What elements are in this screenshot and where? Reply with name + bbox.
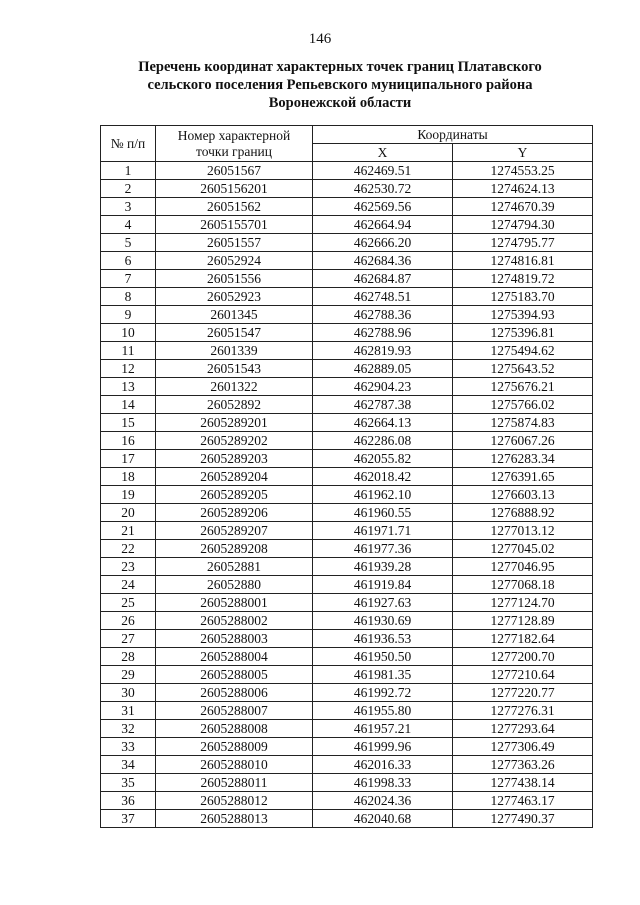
cell-point-id: 2605289208 bbox=[156, 540, 313, 558]
cell-x: 462040.68 bbox=[313, 810, 453, 828]
cell-y: 1276391.65 bbox=[453, 468, 593, 486]
cell-number: 7 bbox=[101, 270, 156, 288]
cell-number: 22 bbox=[101, 540, 156, 558]
cell-number: 1 bbox=[101, 162, 156, 180]
cell-x: 462664.13 bbox=[313, 414, 453, 432]
cell-x: 461962.10 bbox=[313, 486, 453, 504]
cell-point-id: 26052892 bbox=[156, 396, 313, 414]
cell-point-id: 2605289201 bbox=[156, 414, 313, 432]
table-row bbox=[101, 360, 593, 378]
cell-point-id: 2605289205 bbox=[156, 486, 313, 504]
cell-y: 1277293.64 bbox=[453, 720, 593, 738]
table-row bbox=[101, 252, 593, 270]
cell-x: 462684.36 bbox=[313, 252, 453, 270]
cell-y: 1277128.89 bbox=[453, 612, 593, 630]
cell-point-id: 2605288009 bbox=[156, 738, 313, 756]
cell-point-id: 2605156201 bbox=[156, 180, 313, 198]
cell-y: 1274794.30 bbox=[453, 216, 593, 234]
cell-point-id: 2605289202 bbox=[156, 432, 313, 450]
cell-number: 8 bbox=[101, 288, 156, 306]
table-row bbox=[101, 378, 593, 396]
cell-number: 21 bbox=[101, 522, 156, 540]
table-row bbox=[101, 504, 593, 522]
cell-x: 462055.82 bbox=[313, 450, 453, 468]
table-row bbox=[101, 396, 593, 414]
cell-y: 1274795.77 bbox=[453, 234, 593, 252]
cell-y: 1277068.18 bbox=[453, 576, 593, 594]
table-row bbox=[101, 162, 593, 180]
cell-x: 462748.51 bbox=[313, 288, 453, 306]
cell-number: 18 bbox=[101, 468, 156, 486]
cell-y: 1277220.77 bbox=[453, 684, 593, 702]
cell-point-id: 2605288007 bbox=[156, 702, 313, 720]
page-number: 146 bbox=[308, 31, 332, 47]
cell-x: 461939.28 bbox=[313, 558, 453, 576]
table-row bbox=[101, 522, 593, 540]
cell-x: 462684.87 bbox=[313, 270, 453, 288]
cell-number: 12 bbox=[101, 360, 156, 378]
cell-number: 36 bbox=[101, 792, 156, 810]
cell-number: 34 bbox=[101, 756, 156, 774]
title-line: Перечень координат характерных точек границ Платавского bbox=[138, 59, 542, 75]
cell-x: 461971.71 bbox=[313, 522, 453, 540]
table-row bbox=[101, 576, 593, 594]
header-point bbox=[156, 126, 313, 162]
cell-number: 5 bbox=[101, 234, 156, 252]
cell-y: 1275183.70 bbox=[453, 288, 593, 306]
table-row bbox=[101, 450, 593, 468]
cell-x: 461998.33 bbox=[313, 774, 453, 792]
cell-y: 1276067.26 bbox=[453, 432, 593, 450]
cell-y: 1275643.52 bbox=[453, 360, 593, 378]
table-row bbox=[101, 720, 593, 738]
cell-y: 1275394.93 bbox=[453, 306, 593, 324]
cell-point-id: 2605289207 bbox=[156, 522, 313, 540]
cell-x: 461977.36 bbox=[313, 540, 453, 558]
cell-number: 20 bbox=[101, 504, 156, 522]
cell-y: 1277045.02 bbox=[453, 540, 593, 558]
table-row bbox=[101, 414, 593, 432]
cell-number: 24 bbox=[101, 576, 156, 594]
table-row bbox=[101, 306, 593, 324]
table-row bbox=[101, 648, 593, 666]
cell-x: 461960.55 bbox=[313, 504, 453, 522]
cell-y: 1277210.64 bbox=[453, 666, 593, 684]
cell-x: 461999.96 bbox=[313, 738, 453, 756]
table-row bbox=[101, 270, 593, 288]
cell-x: 461955.80 bbox=[313, 702, 453, 720]
cell-point-id: 2605288004 bbox=[156, 648, 313, 666]
coordinates-table bbox=[100, 125, 593, 828]
cell-y: 1277182.64 bbox=[453, 630, 593, 648]
cell-number: 11 bbox=[101, 342, 156, 360]
cell-point-id: 2605289203 bbox=[156, 450, 313, 468]
cell-x: 461981.35 bbox=[313, 666, 453, 684]
cell-point-id: 2605288006 bbox=[156, 684, 313, 702]
cell-number: 23 bbox=[101, 558, 156, 576]
cell-y: 1275874.83 bbox=[453, 414, 593, 432]
cell-y: 1275676.21 bbox=[453, 378, 593, 396]
cell-point-id: 2605289204 bbox=[156, 468, 313, 486]
table-row bbox=[101, 756, 593, 774]
table-row bbox=[101, 234, 593, 252]
cell-y: 1277013.12 bbox=[453, 522, 593, 540]
cell-y: 1277200.70 bbox=[453, 648, 593, 666]
cell-number: 14 bbox=[101, 396, 156, 414]
cell-x: 462666.20 bbox=[313, 234, 453, 252]
table-row bbox=[101, 288, 593, 306]
cell-point-id: 26051557 bbox=[156, 234, 313, 252]
title-line: Воронежской области bbox=[268, 95, 412, 111]
table-row bbox=[101, 558, 593, 576]
cell-point-id: 26051547 bbox=[156, 324, 313, 342]
cell-point-id: 2605155701 bbox=[156, 216, 313, 234]
title-line: сельского поселения Репьевского муниципального района bbox=[147, 77, 533, 93]
cell-y: 1277490.37 bbox=[453, 810, 593, 828]
header-x: X bbox=[313, 144, 453, 162]
table-row bbox=[101, 540, 593, 558]
cell-y: 1274816.81 bbox=[453, 252, 593, 270]
cell-y: 1274819.72 bbox=[453, 270, 593, 288]
cell-number: 6 bbox=[101, 252, 156, 270]
cell-point-id: 26051567 bbox=[156, 162, 313, 180]
cell-x: 462286.08 bbox=[313, 432, 453, 450]
header-point-line: Номер характерной bbox=[177, 127, 291, 143]
cell-x: 462024.36 bbox=[313, 792, 453, 810]
cell-point-id: 2601322 bbox=[156, 378, 313, 396]
cell-y: 1274624.13 bbox=[453, 180, 593, 198]
table-row bbox=[101, 216, 593, 234]
cell-number: 2 bbox=[101, 180, 156, 198]
cell-x: 462469.51 bbox=[313, 162, 453, 180]
cell-x: 462016.33 bbox=[313, 756, 453, 774]
cell-x: 462530.72 bbox=[313, 180, 453, 198]
cell-x: 461919.84 bbox=[313, 576, 453, 594]
cell-number: 29 bbox=[101, 666, 156, 684]
table-body bbox=[101, 162, 593, 828]
cell-x: 462819.93 bbox=[313, 342, 453, 360]
cell-number: 37 bbox=[101, 810, 156, 828]
cell-y: 1277463.17 bbox=[453, 792, 593, 810]
cell-y: 1277124.70 bbox=[453, 594, 593, 612]
cell-point-id: 26051556 bbox=[156, 270, 313, 288]
cell-x: 462569.56 bbox=[313, 198, 453, 216]
cell-point-id: 2605288002 bbox=[156, 612, 313, 630]
cell-y: 1274553.25 bbox=[453, 162, 593, 180]
cell-point-id: 2605289206 bbox=[156, 504, 313, 522]
cell-point-id: 2605288005 bbox=[156, 666, 313, 684]
table-row bbox=[101, 342, 593, 360]
cell-point-id: 2601339 bbox=[156, 342, 313, 360]
cell-number: 33 bbox=[101, 738, 156, 756]
cell-x: 462664.94 bbox=[313, 216, 453, 234]
cell-y: 1275766.02 bbox=[453, 396, 593, 414]
cell-point-id: 2601345 bbox=[156, 306, 313, 324]
cell-number: 13 bbox=[101, 378, 156, 396]
cell-y: 1277363.26 bbox=[453, 756, 593, 774]
cell-y: 1277438.14 bbox=[453, 774, 593, 792]
table-row bbox=[101, 180, 593, 198]
cell-number: 31 bbox=[101, 702, 156, 720]
table-row bbox=[101, 486, 593, 504]
document-title bbox=[100, 58, 580, 112]
cell-x: 461950.50 bbox=[313, 648, 453, 666]
cell-x: 461936.53 bbox=[313, 630, 453, 648]
table-row bbox=[101, 702, 593, 720]
table-row bbox=[101, 468, 593, 486]
cell-y: 1275494.62 bbox=[453, 342, 593, 360]
cell-number: 15 bbox=[101, 414, 156, 432]
cell-x: 461957.21 bbox=[313, 720, 453, 738]
table-row bbox=[101, 684, 593, 702]
cell-number: 10 bbox=[101, 324, 156, 342]
header-number: № п/п bbox=[101, 126, 156, 162]
cell-x: 461992.72 bbox=[313, 684, 453, 702]
header-point-line: точки границ bbox=[195, 143, 273, 159]
cell-number: 17 bbox=[101, 450, 156, 468]
cell-y: 1277276.31 bbox=[453, 702, 593, 720]
header-coordinates: Координаты bbox=[313, 126, 593, 144]
cell-number: 25 bbox=[101, 594, 156, 612]
cell-number: 16 bbox=[101, 432, 156, 450]
header-y: Y bbox=[453, 144, 593, 162]
cell-y: 1277046.95 bbox=[453, 558, 593, 576]
table-row bbox=[101, 630, 593, 648]
cell-y: 1275396.81 bbox=[453, 324, 593, 342]
cell-point-id: 26051543 bbox=[156, 360, 313, 378]
cell-point-id: 2605288008 bbox=[156, 720, 313, 738]
table-row bbox=[101, 810, 593, 828]
cell-point-id: 26052923 bbox=[156, 288, 313, 306]
cell-point-id: 2605288012 bbox=[156, 792, 313, 810]
cell-number: 3 bbox=[101, 198, 156, 216]
cell-number: 4 bbox=[101, 216, 156, 234]
cell-number: 26 bbox=[101, 612, 156, 630]
table-row bbox=[101, 774, 593, 792]
cell-point-id: 2605288003 bbox=[156, 630, 313, 648]
table-row bbox=[101, 594, 593, 612]
cell-y: 1276603.13 bbox=[453, 486, 593, 504]
cell-point-id: 26052881 bbox=[156, 558, 313, 576]
table-row bbox=[101, 738, 593, 756]
cell-x: 461930.69 bbox=[313, 612, 453, 630]
cell-point-id: 26052880 bbox=[156, 576, 313, 594]
cell-number: 27 bbox=[101, 630, 156, 648]
cell-x: 462904.23 bbox=[313, 378, 453, 396]
cell-x: 462788.96 bbox=[313, 324, 453, 342]
cell-y: 1276283.34 bbox=[453, 450, 593, 468]
cell-point-id: 2605288010 bbox=[156, 756, 313, 774]
cell-y: 1276888.92 bbox=[453, 504, 593, 522]
cell-number: 28 bbox=[101, 648, 156, 666]
cell-number: 9 bbox=[101, 306, 156, 324]
cell-number: 35 bbox=[101, 774, 156, 792]
table-row bbox=[101, 666, 593, 684]
table-row bbox=[101, 792, 593, 810]
cell-point-id: 2605288001 bbox=[156, 594, 313, 612]
table-row bbox=[101, 198, 593, 216]
cell-point-id: 2605288013 bbox=[156, 810, 313, 828]
cell-point-id: 2605288011 bbox=[156, 774, 313, 792]
cell-number: 30 bbox=[101, 684, 156, 702]
cell-point-id: 26051562 bbox=[156, 198, 313, 216]
table-row bbox=[101, 432, 593, 450]
cell-y: 1277306.49 bbox=[453, 738, 593, 756]
cell-x: 462018.42 bbox=[313, 468, 453, 486]
cell-x: 462787.38 bbox=[313, 396, 453, 414]
cell-x: 462788.36 bbox=[313, 306, 453, 324]
table-row bbox=[101, 612, 593, 630]
cell-y: 1274670.39 bbox=[453, 198, 593, 216]
cell-number: 19 bbox=[101, 486, 156, 504]
table-row bbox=[101, 324, 593, 342]
cell-point-id: 26052924 bbox=[156, 252, 313, 270]
cell-number: 32 bbox=[101, 720, 156, 738]
cell-x: 462889.05 bbox=[313, 360, 453, 378]
cell-x: 461927.63 bbox=[313, 594, 453, 612]
